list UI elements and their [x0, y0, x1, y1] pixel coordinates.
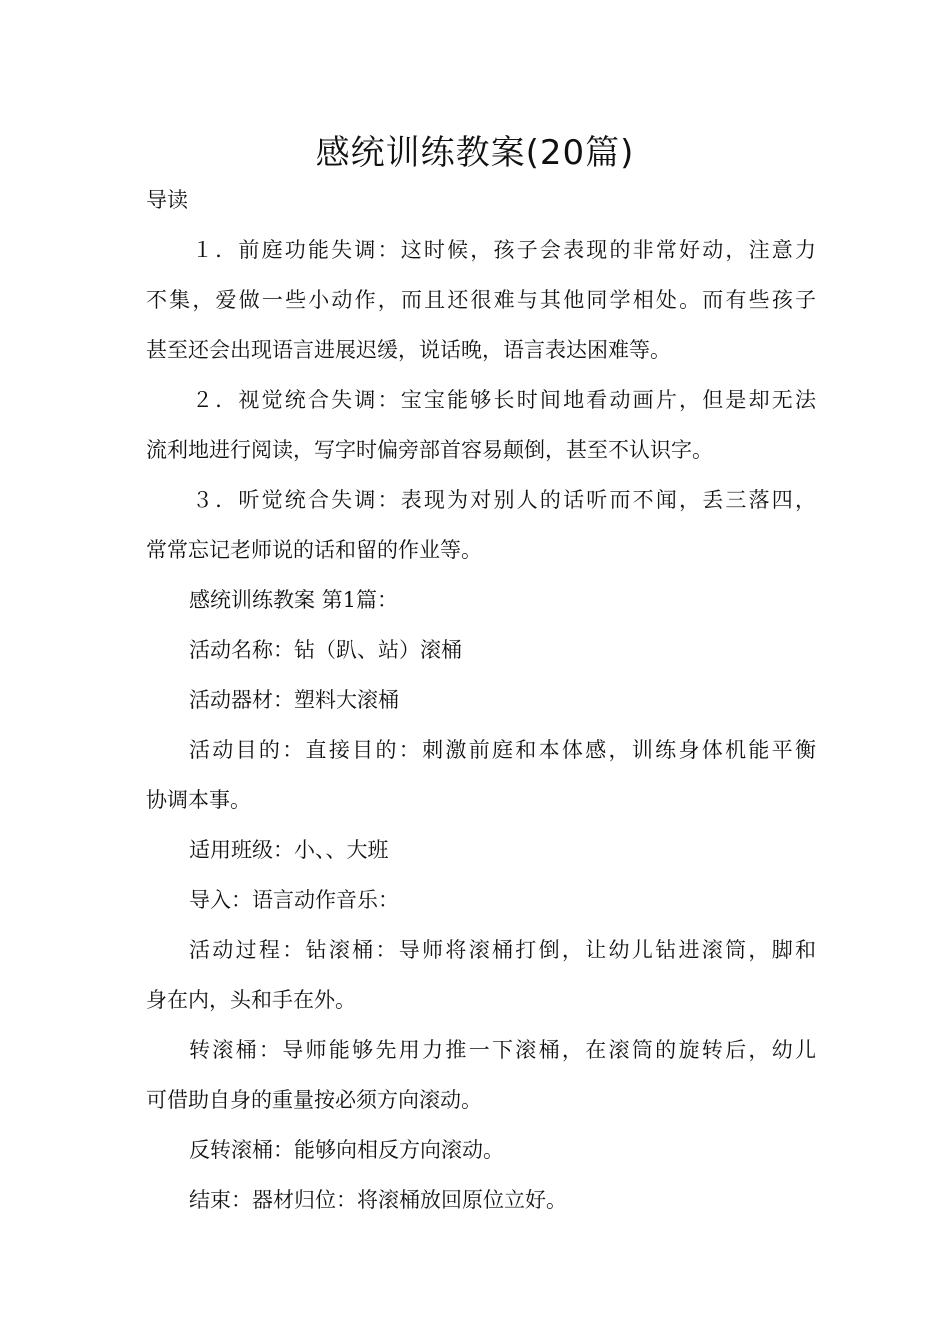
section-heading: 感统训练教案 第1篇： [189, 588, 399, 612]
text-line-intro-label: 导读 [146, 188, 188, 212]
text-line: 甚至还会出现语言进展迟缓，说话晚，语言表达困难等。 [146, 338, 671, 362]
text-line: 结束：器材归位：将滚桶放回原位立好。 [189, 1188, 567, 1212]
text-line: 活动目的：直接目的：刺激前庭和本体感，训练身体机能平衡 [189, 738, 816, 762]
text-line: ２．视觉统合失调：宝宝能够长时间地看动画片，但是却无法 [192, 388, 816, 412]
text-line: 身在内，头和手在外。 [146, 988, 356, 1012]
text-line: 常常忘记老师说的话和留的作业等。 [146, 538, 482, 562]
text-line: 转滚桶：导师能够先用力推一下滚桶，在滚筒的旋转后，幼儿 [189, 1038, 816, 1062]
text-line: 可借助自身的重量按必须方向滚动。 [146, 1088, 482, 1112]
text-line: 反转滚桶：能够向相反方向滚动。 [189, 1138, 504, 1162]
document-title: 感统训练教案(20篇) [315, 133, 635, 173]
text-line: 不集，爱做一些小动作，而且还很难与其他同学相处。而有些孩子 [146, 288, 816, 312]
text-line: 适用班级：小、、大班 [189, 838, 389, 862]
text-line: 导入：语言动作音乐： [189, 888, 399, 912]
text-line: 协调本事。 [146, 788, 251, 812]
text-line: ３．听觉统合失调：表现为对别人的话听而不闻，丢三落四， [192, 488, 816, 512]
text-line: 流利地进行阅读，写字时偏旁部首容易颠倒，甚至不认识字。 [146, 438, 713, 462]
text-line: １．前庭功能失调：这时候，孩子会表现的非常好动，注意力 [192, 238, 816, 262]
text-line: 活动名称：钻（趴、站）滚桶 [189, 638, 462, 662]
text-line: 活动器材：塑料大滚桶 [189, 688, 399, 712]
text-line: 活动过程：钻滚桶：导师将滚桶打倒，让幼儿钻进滚筒，脚和 [189, 938, 816, 962]
